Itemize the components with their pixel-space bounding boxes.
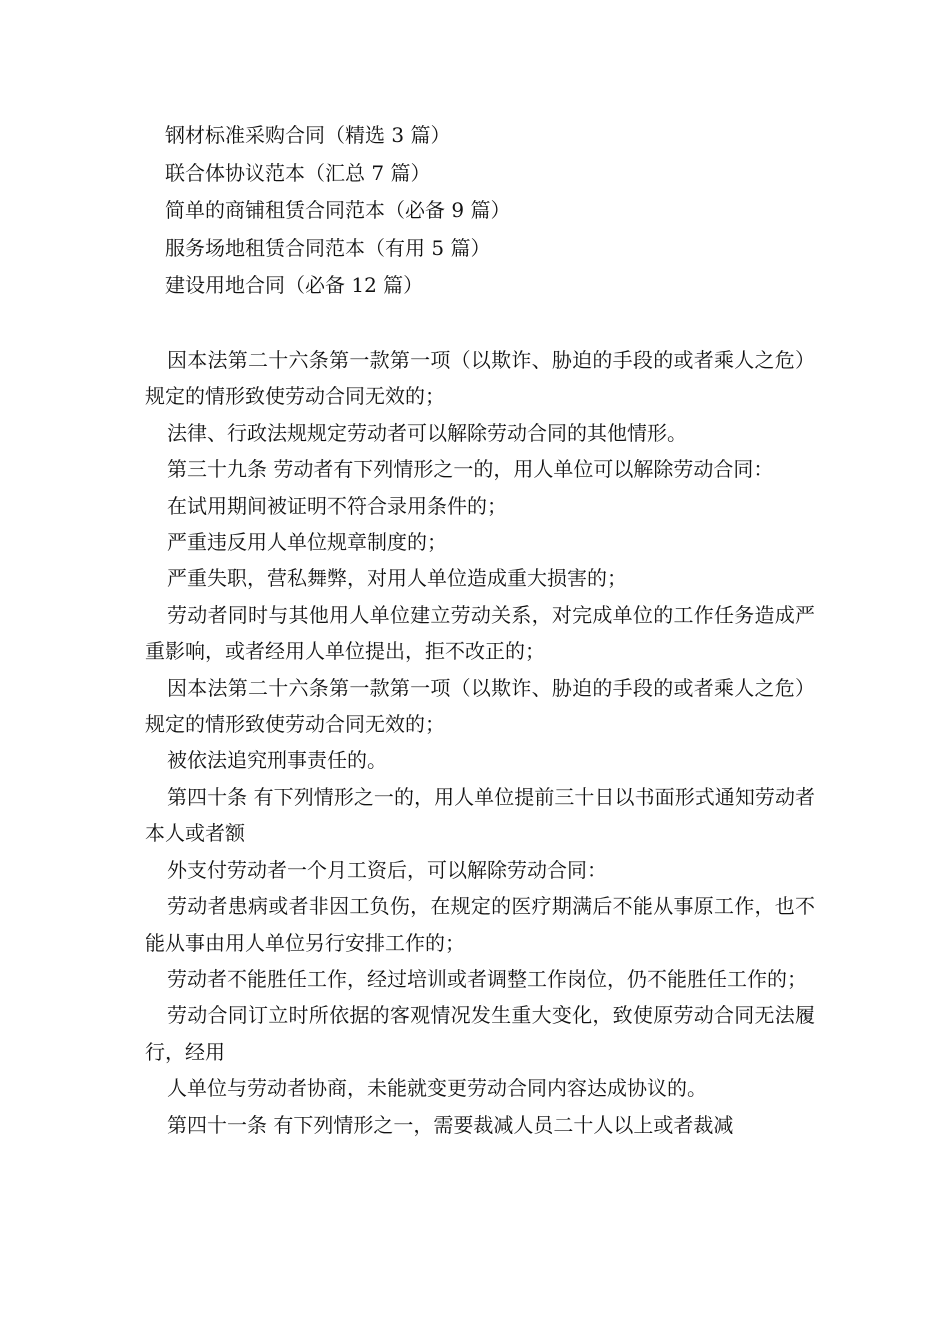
body-paragraph: 外支付劳动者一个月工资后，可以解除劳动合同： bbox=[167, 857, 607, 882]
related-document-link[interactable]: 服务场地租赁合同范本（有用 5 篇） bbox=[165, 235, 491, 260]
related-document-list bbox=[165, 117, 845, 305]
body-paragraph: 劳动者同时与其他用人单位建立劳动关系，对完成单位的工作任务造成严重影响，或者经用人单位提出，拒不改正的； bbox=[145, 602, 815, 664]
document-body bbox=[145, 342, 815, 1143]
article-41-heading: 第四十一条 有下列情形之一，需要裁减人员二十人以上或者裁减 bbox=[167, 1112, 734, 1137]
body-paragraph: 因本法第二十六条第一款第一项（以欺诈、胁迫的手段的或者乘人之危）规定的情形致使劳动合同无效的； bbox=[145, 348, 815, 409]
related-document-link[interactable]: 联合体协议范本（汇总 7 篇） bbox=[165, 160, 431, 185]
body-paragraph: 严重违反用人单位规章制度的； bbox=[167, 530, 447, 555]
related-document-link[interactable]: 钢材标准采购合同（精选 3 篇） bbox=[165, 123, 451, 147]
article-39-heading: 第三十九条 劳动者有下列情形之一的，用人单位可以解除劳动合同： bbox=[167, 457, 774, 482]
body-paragraph: 在试用期间被证明不符合录用条件的； bbox=[167, 493, 507, 518]
article-40-heading: 第四十条 有下列情形之一的，用人单位提前三十日以书面形式通知劳动者本人或者额 bbox=[145, 784, 815, 846]
body-paragraph: 被依法追究刑事责任的。 bbox=[167, 748, 387, 773]
body-paragraph: 劳动者不能胜任工作，经过培训或者调整工作岗位，仍不能胜任工作的； bbox=[167, 966, 807, 991]
related-document-link[interactable]: 简单的商铺租赁合同范本（必备 9 篇） bbox=[165, 198, 511, 222]
body-paragraph: 人单位与劳动者协商，未能就变更劳动合同内容达成协议的。 bbox=[167, 1076, 707, 1101]
related-document-link[interactable]: 建设用地合同（必备 12 篇） bbox=[165, 273, 424, 297]
body-paragraph: 劳动者患病或者非因工负伤，在规定的医疗期满后不能从事原工作，也不能从事由用人单位另行安排工作的； bbox=[145, 894, 815, 955]
body-paragraph: 法律、行政法规规定劳动者可以解除劳动合同的其他情形。 bbox=[167, 420, 687, 445]
body-paragraph: 严重失职，营私舞弊，对用人单位造成重大损害的； bbox=[167, 566, 627, 591]
body-paragraph: 劳动合同订立时所依据的客观情况发生重大变化，致使原劳动合同无法履行，经用 bbox=[145, 1003, 815, 1064]
body-paragraph: 因本法第二十六条第一款第一项（以欺诈、胁迫的手段的或者乘人之危）规定的情形致使劳动合同无效的； bbox=[145, 675, 815, 737]
